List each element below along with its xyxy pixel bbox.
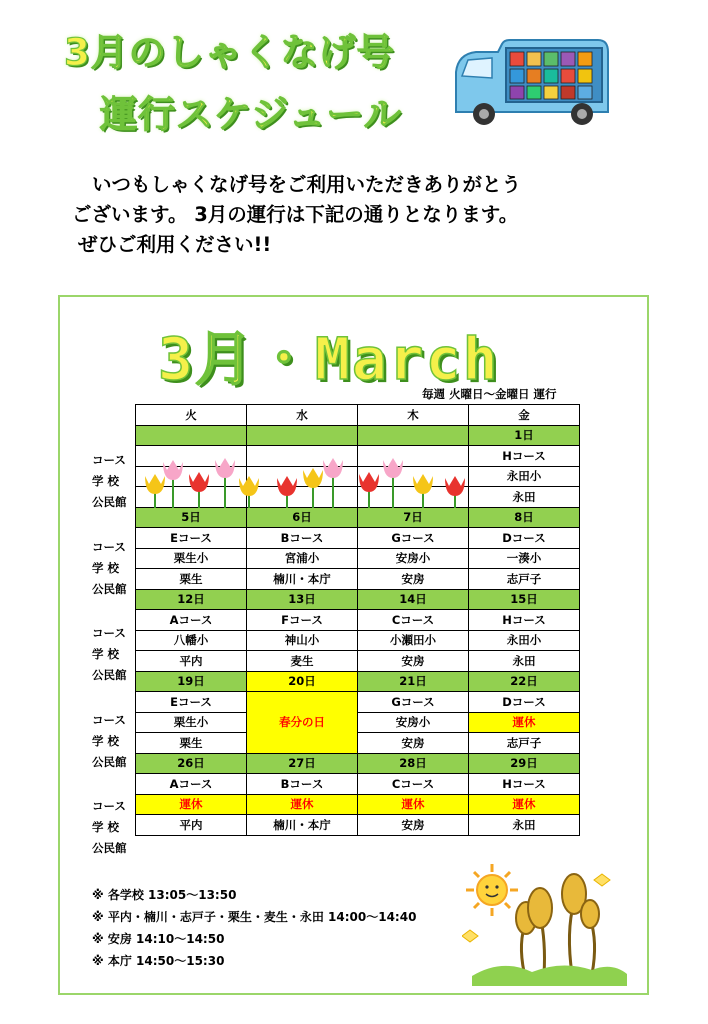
footnote: ※ 安房 14:10～14:50 [92,932,225,946]
row-label-course: コース [92,540,126,554]
row-label-course: コース [92,453,126,467]
date-cell: 29日 [469,753,580,774]
school-cell: 栗生小 [136,712,247,733]
suspended-cell: 運休 [136,794,247,815]
course-cell: Hコース [469,610,580,631]
date-cell: 13日 [247,589,358,610]
row-label-course: コース [92,713,126,727]
date-cell: 7日 [358,507,469,528]
row-label-hall: 公民館 [92,495,127,509]
suspended-cell: 運休 [247,794,358,815]
footnote: ※ 各学校 13:05～13:50 [92,888,237,902]
date-cell [247,425,358,446]
row-label-school: 学 校 [92,561,120,575]
hall-cell: 楠川・本庁 [247,569,358,590]
school-cell: 永田小 [469,466,580,487]
course-cell: Aコース [136,774,247,795]
suspended-cell: 運休 [469,794,580,815]
school-cell: 宮浦小 [247,548,358,569]
date-cell: 14日 [358,589,469,610]
intro-line-1: いつもしゃくなげ号をご利用いただきありがとう [92,173,522,196]
course-cell: Eコース [136,692,247,713]
row-label-course: コース [92,799,126,813]
date-cell: 19日 [136,671,247,692]
suspended-cell: 運休 [358,794,469,815]
course-cell: Gコース [358,528,469,549]
intro-line-2: ございます。 3月の運行は下記の通りとなります。 [72,203,519,226]
row-label-school: 学 校 [92,734,120,748]
intro-line-3: ぜひご利用ください!! [78,233,272,256]
course-cell: Fコース [247,610,358,631]
course-cell: Bコース [247,774,358,795]
footnote: ※ 平内・楠川・志戸子・栗生・麦生・永田 14:00～14:40 [92,910,417,924]
mobile-library-bus-icon [448,32,618,132]
weekday-header: 火 [136,405,247,426]
date-cell: 12日 [136,589,247,610]
row-label-course: コース [92,626,126,640]
hall-cell: 安房 [358,733,469,754]
row-label-school: 学 校 [92,647,120,661]
hall-cell: 永田 [469,651,580,672]
title-line-1: 3月のしゃくなげ号 [64,31,395,74]
date-cell: 22日 [469,671,580,692]
operating-days-note: 毎週 火曜日～金曜日 運行 [422,387,557,401]
course-cell: Cコース [358,774,469,795]
hall-cell: 楠川・本庁 [247,815,358,836]
hall-cell: 平内 [136,651,247,672]
school-cell: 八幡小 [136,630,247,651]
date-cell: 6日 [247,507,358,528]
date-cell: 20日 [247,671,358,692]
course-cell: Eコース [136,528,247,549]
course-cell: Aコース [136,610,247,631]
row-label-hall: 公民館 [92,582,127,596]
course-cell: Dコース [469,528,580,549]
hall-cell: 永田 [469,815,580,836]
school-cell: 小瀬田小 [358,630,469,651]
school-cell: 安房小 [358,712,469,733]
date-cell: 21日 [358,671,469,692]
row-label-hall: 公民館 [92,841,127,855]
weekday-header: 水 [247,405,358,426]
hall-cell: 栗生 [136,733,247,754]
title-line-2: 運行スケジュール [100,93,402,136]
date-cell [136,425,247,446]
hall-cell: 安房 [358,651,469,672]
date-cell: 8日 [469,507,580,528]
date-cell: 5日 [136,507,247,528]
hall-cell: 安房 [358,569,469,590]
school-cell: 神山小 [247,630,358,651]
course-cell: Hコース [469,446,580,467]
month-title: 3月・March [158,325,500,393]
date-cell: 27日 [247,753,358,774]
row-label-hall: 公民館 [92,668,127,682]
course-cell: Gコース [358,692,469,713]
course-cell: Hコース [469,774,580,795]
hall-cell: 永田 [469,487,580,508]
hall-cell: 栗生 [136,569,247,590]
suspended-cell: 運休 [469,712,580,733]
date-cell: 1日 [469,425,580,446]
hall-cell: 麦生 [247,651,358,672]
tulip-flowers-icon [137,448,471,510]
footnote: ※ 本庁 14:50～15:30 [92,954,225,968]
hall-cell: 安房 [358,815,469,836]
date-cell [358,425,469,446]
school-cell: 安房小 [358,548,469,569]
course-cell: Bコース [247,528,358,549]
date-cell: 28日 [358,753,469,774]
row-label-school: 学 校 [92,820,120,834]
hall-cell: 志戸子 [469,569,580,590]
course-cell: Cコース [358,610,469,631]
hall-cell: 志戸子 [469,733,580,754]
school-cell: 栗生小 [136,548,247,569]
school-cell: 一湊小 [469,548,580,569]
date-cell: 26日 [136,753,247,774]
weekday-header: 金 [469,405,580,426]
sun-sprout-illustration-icon [462,862,632,986]
school-cell: 永田小 [469,630,580,651]
row-label-hall: 公民館 [92,755,127,769]
holiday-cell: 春分の日 [247,692,358,754]
row-label-school: 学 校 [92,474,120,488]
hall-cell: 平内 [136,815,247,836]
course-cell: Dコース [469,692,580,713]
date-cell: 15日 [469,589,580,610]
weekday-header: 木 [358,405,469,426]
